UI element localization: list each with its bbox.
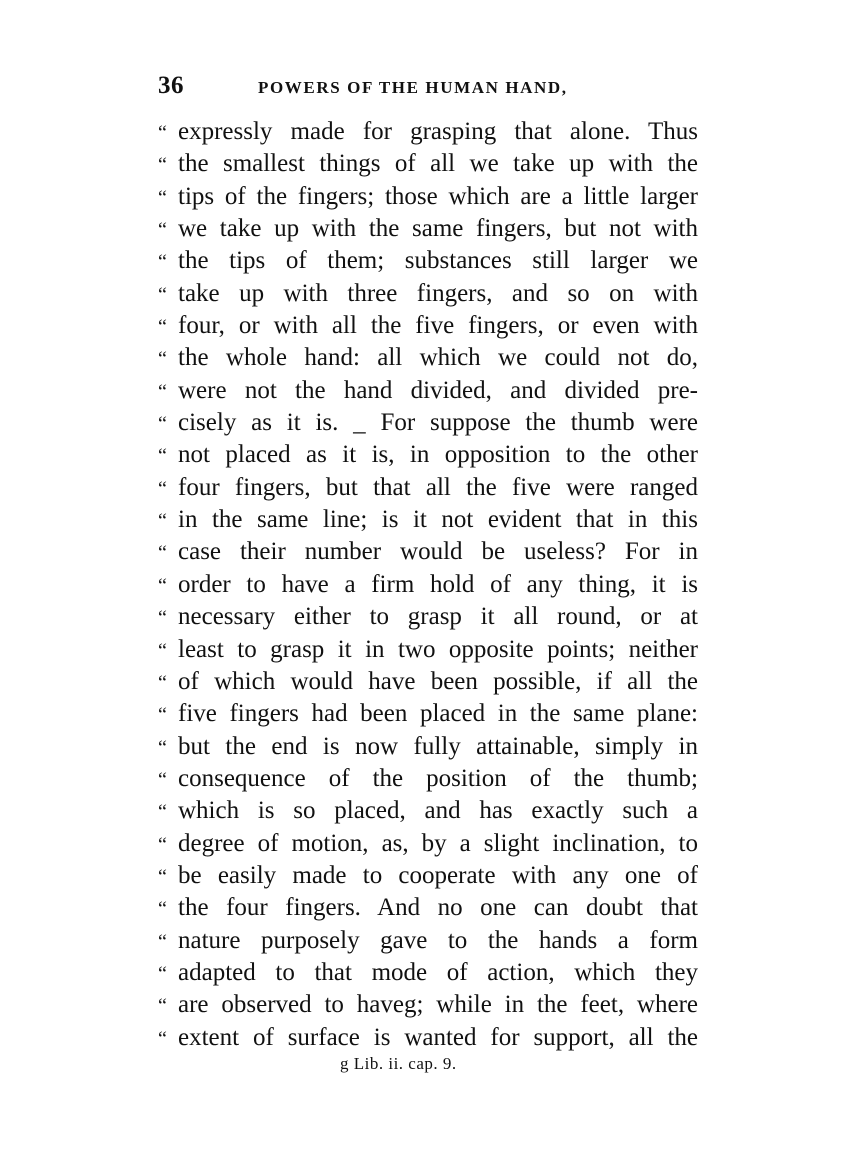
text-line <box>158 925 698 957</box>
line-text: four, or with all the five fingers, or even with <box>178 312 698 340</box>
line-text: in the same line; is it not evident that in this <box>178 506 698 534</box>
text-line <box>158 310 698 342</box>
line-text: consequence of the position of the thumb; <box>178 764 698 792</box>
line-text: least to grasp it in two opposite points; neither <box>178 635 698 663</box>
text-line <box>158 148 698 180</box>
line-text: but the end is now fully attainable, simply in <box>178 732 698 760</box>
line-text: take up with three fingers, and so on with <box>178 279 698 307</box>
quote-mark: “ <box>158 704 167 727</box>
quote-mark: “ <box>158 995 167 1018</box>
line-text: case their number would be useless? For in <box>178 538 698 566</box>
text-line <box>158 536 698 568</box>
text-line <box>158 213 698 245</box>
line-text: five fingers had been placed in the same plane: <box>178 700 698 728</box>
text-line <box>158 181 698 213</box>
line-text: the whole hand: all which we could not do, <box>178 344 698 372</box>
quote-mark: “ <box>158 477 167 500</box>
quote-mark: “ <box>158 930 167 953</box>
quote-mark: “ <box>158 348 167 371</box>
text-line <box>158 569 698 601</box>
line-text: of which would have been possible, if all the <box>178 667 698 695</box>
text-line <box>158 245 698 277</box>
text-line <box>158 892 698 924</box>
body-text <box>158 116 698 1054</box>
text-line <box>158 342 698 374</box>
quote-mark: “ <box>158 898 167 921</box>
line-text: expressly made for grasping that alone. Thus <box>178 118 698 145</box>
text-line <box>158 828 698 860</box>
quote-mark: “ <box>158 413 167 436</box>
running-head <box>158 72 698 102</box>
quote-mark: “ <box>158 380 167 403</box>
line-text: nature purposely gave to the hands a form <box>178 926 698 954</box>
text-line <box>158 116 698 148</box>
quote-mark: “ <box>158 833 167 856</box>
text-line <box>158 989 698 1021</box>
footnote: g Lib. ii. cap. 9. <box>340 1054 457 1073</box>
line-text: necessary either to grasp it all round, or at <box>178 603 698 631</box>
quote-mark: “ <box>158 865 167 888</box>
text-line <box>158 1022 698 1054</box>
text-line <box>158 860 698 892</box>
quote-mark: “ <box>158 962 167 985</box>
line-text: be easily made to cooperate with any one of <box>178 861 698 889</box>
line-text: the four fingers. And no one can doubt that <box>178 894 698 922</box>
text-line <box>158 504 698 536</box>
text-line <box>158 439 698 471</box>
line-text: are observed to haveg; while in the feet, where <box>178 991 698 1019</box>
quote-mark: “ <box>158 510 167 533</box>
quote-mark: “ <box>158 639 167 662</box>
quote-mark: “ <box>158 607 167 630</box>
line-text: degree of motion, as, by a slight inclination, to <box>178 829 698 857</box>
line-text: extent of surface is wanted for support, all the <box>178 1023 698 1051</box>
line-text: which is so placed, and has exactly such a <box>178 797 698 825</box>
line-text: four fingers, but that all the five were ranged <box>178 473 698 501</box>
line-text: not placed as it is, in opposition to the other <box>178 441 698 469</box>
quote-mark: “ <box>158 671 167 694</box>
text-line <box>158 472 698 504</box>
quote-mark: “ <box>158 154 167 177</box>
line-text: tips of the fingers; those which are a little larger <box>178 182 698 210</box>
text-line <box>158 407 698 439</box>
line-text: we take up with the same fingers, but not with <box>178 215 698 243</box>
text-line <box>158 278 698 310</box>
text-line <box>158 666 698 698</box>
text-line <box>158 634 698 666</box>
quote-mark: “ <box>158 122 167 144</box>
line-text: adapted to that mode of action, which they <box>178 958 698 986</box>
text-line <box>158 763 698 795</box>
text-line <box>158 731 698 763</box>
text-line <box>158 698 698 730</box>
quote-mark: “ <box>158 186 167 209</box>
quote-mark: “ <box>158 542 167 565</box>
text-line <box>158 601 698 633</box>
quote-mark: “ <box>158 251 167 274</box>
line-text: cisely as it is. _ For suppose the thumb were <box>178 409 698 437</box>
quote-mark: “ <box>158 445 167 468</box>
quote-mark: “ <box>158 801 167 824</box>
page-number: 36 <box>158 72 184 99</box>
quote-mark: “ <box>158 316 167 339</box>
quote-mark: “ <box>158 1027 167 1050</box>
text-line <box>158 957 698 989</box>
quote-mark: “ <box>158 283 167 306</box>
quote-mark: “ <box>158 219 167 242</box>
text-line <box>158 375 698 407</box>
text-line <box>158 795 698 827</box>
quote-mark: “ <box>158 736 167 759</box>
line-text: order to have a firm hold of any thing, it is <box>178 570 698 598</box>
line-text: the tips of them; substances still larger we <box>178 247 698 275</box>
line-text: the smallest things of all we take up with the <box>178 150 698 178</box>
running-title: POWERS OF THE HUMAN HAND, <box>258 78 568 97</box>
line-text: were not the hand divided, and divided pre- <box>178 376 698 404</box>
quote-mark: “ <box>158 574 167 597</box>
quote-mark: “ <box>158 768 167 791</box>
